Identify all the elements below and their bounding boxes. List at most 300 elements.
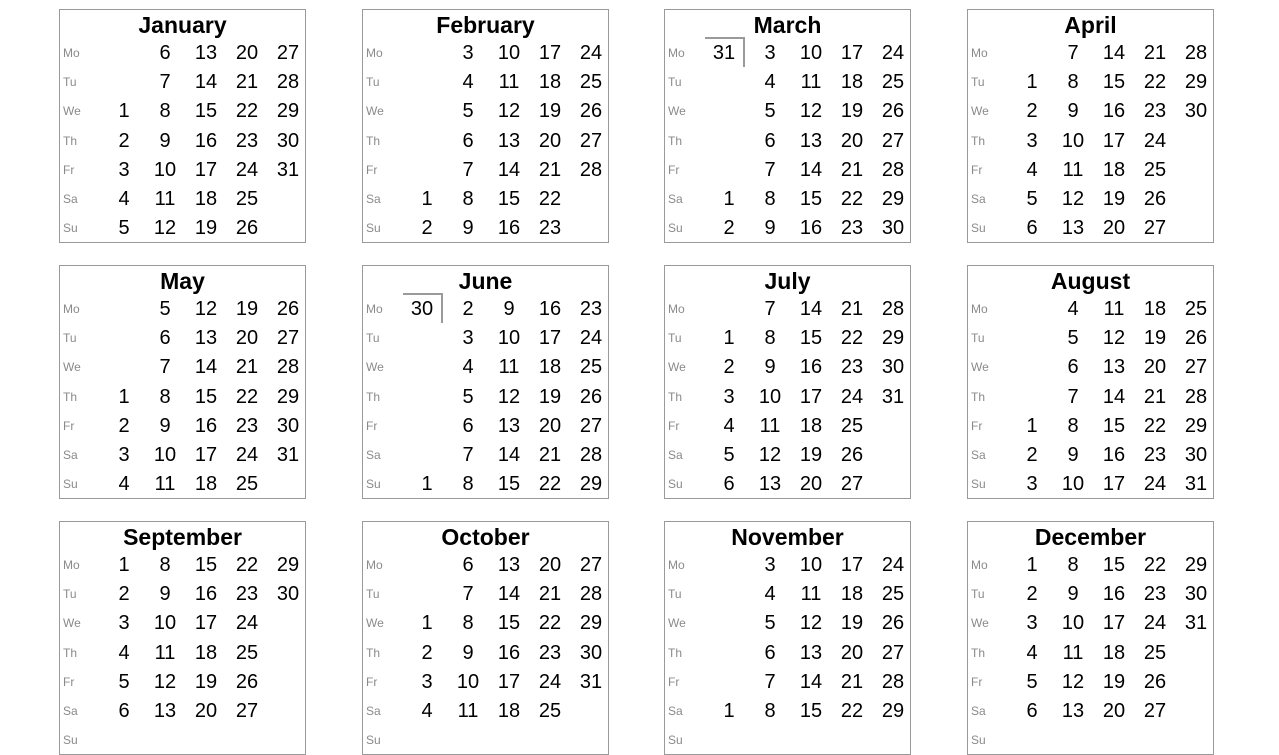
date-cell: 12	[497, 385, 521, 408]
date-cell: 15	[497, 612, 521, 635]
weekday-label: Fr	[63, 162, 75, 177]
date-cell: 9	[1067, 100, 1079, 123]
date-cell: 20	[799, 473, 823, 496]
date-cell: 31	[276, 158, 300, 181]
date-cell: 3	[462, 327, 474, 350]
date-cell: 8	[159, 385, 171, 408]
date-cell: 4	[1026, 158, 1038, 181]
date-cell: 8	[159, 554, 171, 576]
date-cell: 10	[497, 42, 521, 64]
date-cell: 13	[194, 42, 218, 64]
month-title: March	[753, 12, 822, 38]
weekday-label: We	[971, 360, 989, 375]
weekday-label: Sa	[366, 448, 381, 462]
date-cell: 11	[800, 71, 822, 94]
date-cell: 14	[799, 158, 823, 181]
date-cell: 22	[840, 188, 864, 210]
weekday-label: Su	[668, 733, 683, 748]
weekday-label: We	[668, 616, 686, 631]
date-cell: 30	[403, 293, 443, 323]
date-cell: 29	[1184, 554, 1208, 576]
month-title: June	[458, 268, 513, 294]
weekday-label: Su	[366, 477, 381, 492]
date-cell: 6	[764, 641, 776, 664]
weekday-label: Mo	[366, 302, 383, 316]
weekday-label: Th	[63, 133, 78, 148]
date-cell: 25	[881, 71, 905, 94]
date-cell: 26	[881, 100, 905, 123]
date-cell: 5	[1026, 670, 1038, 693]
date-cell: 9	[462, 641, 474, 664]
date-cell: 15	[194, 100, 218, 123]
date-cell: 29	[1184, 71, 1208, 94]
date-cell: 9	[159, 129, 171, 152]
date-cell: 1	[118, 554, 130, 576]
date-cell: 19	[194, 670, 218, 693]
date-cell: 19	[538, 100, 562, 123]
date-cell: 24	[235, 612, 259, 635]
weekday-label: Tu	[668, 75, 682, 90]
date-cell: 6	[462, 554, 474, 576]
date-cell: 8	[462, 188, 474, 210]
month-title: August	[1050, 268, 1131, 294]
date-cell: 31	[705, 37, 745, 67]
date-cell: 3	[462, 42, 474, 64]
date-cell: 17	[194, 444, 218, 466]
date-cell: 1	[118, 100, 130, 123]
month-january	[59, 9, 306, 243]
weekday-label: Tu	[366, 75, 380, 90]
date-cell: 13	[758, 473, 782, 496]
date-cell: 15	[799, 188, 823, 210]
date-cell: 15	[497, 188, 521, 210]
date-cell: 14	[497, 583, 521, 606]
date-cell: 27	[276, 42, 300, 64]
date-cell: 23	[840, 356, 864, 379]
date-cell: 21	[840, 298, 864, 320]
date-cell: 16	[1102, 583, 1126, 606]
date-cell: 8	[462, 612, 474, 635]
date-cell: 16	[194, 129, 218, 152]
date-cell: 6	[159, 327, 171, 350]
date-cell: 30	[1184, 583, 1208, 606]
date-cell: 21	[538, 583, 562, 606]
date-cell: 9	[503, 298, 515, 320]
date-cell: 3	[1026, 612, 1038, 635]
weekday-label: Sa	[668, 448, 683, 462]
date-cell: 6	[1026, 217, 1038, 240]
weekday-label: Su	[971, 221, 986, 236]
date-cell: 5	[118, 217, 130, 240]
date-cell: 13	[153, 700, 177, 722]
date-cell: 2	[723, 356, 735, 379]
date-cell: 25	[1184, 298, 1208, 320]
date-cell: 18	[799, 414, 823, 437]
date-cell: 31	[579, 670, 603, 693]
date-cell: 14	[194, 356, 218, 379]
date-cell: 25	[579, 71, 603, 94]
date-cell: 5	[1067, 327, 1079, 350]
date-cell: 5	[764, 612, 776, 635]
weekday-label: Su	[366, 733, 381, 748]
date-cell: 18	[538, 71, 562, 94]
date-cell: 25	[579, 356, 603, 379]
date-cell: 14	[497, 158, 521, 181]
date-cell: 24	[840, 385, 864, 408]
date-cell: 4	[118, 473, 130, 496]
date-cell: 27	[276, 327, 300, 350]
date-cell: 12	[497, 100, 521, 123]
date-cell: 25	[235, 188, 259, 210]
date-cell: 19	[235, 298, 259, 320]
date-cell: 3	[118, 612, 130, 635]
date-cell: 29	[276, 100, 300, 123]
date-cell: 10	[1061, 473, 1085, 496]
weekday-label: We	[63, 360, 81, 375]
date-cell: 12	[153, 670, 177, 693]
date-cell: 14	[497, 444, 521, 466]
date-cell: 9	[159, 414, 171, 437]
weekday-label: We	[366, 360, 384, 375]
weekday-label: Mo	[971, 558, 988, 572]
date-cell: 6	[1067, 356, 1079, 379]
date-cell: 17	[194, 612, 218, 635]
date-cell: 8	[159, 100, 171, 123]
date-cell: 26	[579, 100, 603, 123]
date-cell: 13	[497, 129, 521, 152]
date-cell: 15	[799, 700, 823, 722]
date-cell: 22	[235, 554, 259, 576]
date-cell: 29	[276, 554, 300, 576]
date-cell: 10	[1061, 612, 1085, 635]
date-cell: 18	[194, 641, 218, 664]
month-title: May	[160, 268, 205, 294]
date-cell: 3	[764, 554, 776, 576]
date-cell: 17	[1102, 612, 1126, 635]
date-cell: 24	[881, 42, 905, 64]
date-cell: 11	[154, 641, 176, 664]
date-cell: 28	[881, 158, 905, 181]
weekday-label: Fr	[366, 418, 378, 433]
weekday-label: Th	[668, 645, 683, 660]
date-cell: 23	[579, 298, 603, 320]
date-cell: 24	[235, 158, 259, 181]
date-cell: 16	[1102, 100, 1126, 123]
date-cell: 30	[881, 356, 905, 379]
date-cell: 3	[118, 158, 130, 181]
date-cell: 9	[764, 217, 776, 240]
date-cell: 14	[1102, 42, 1126, 64]
date-cell: 24	[538, 670, 562, 693]
weekday-label: We	[366, 616, 384, 631]
weekday-label: Su	[63, 733, 78, 748]
date-cell: 16	[194, 583, 218, 606]
date-cell: 24	[235, 444, 259, 466]
date-cell: 18	[840, 583, 864, 606]
date-cell: 2	[1026, 100, 1038, 123]
weekday-label: Sa	[63, 192, 78, 206]
date-cell: 11	[498, 356, 520, 379]
date-cell: 17	[497, 670, 521, 693]
date-cell: 19	[840, 612, 864, 635]
date-cell: 4	[462, 71, 474, 94]
date-cell: 4	[462, 356, 474, 379]
weekday-label: Mo	[366, 558, 383, 572]
weekday-label: Tu	[366, 587, 380, 602]
date-cell: 12	[799, 100, 823, 123]
date-cell: 6	[1026, 700, 1038, 722]
date-cell: 28	[579, 583, 603, 606]
weekday-label: Fr	[971, 674, 983, 689]
weekday-label: Tu	[366, 331, 380, 346]
month-march	[664, 9, 911, 243]
date-cell: 21	[235, 356, 259, 379]
weekday-label: Fr	[668, 674, 680, 689]
date-cell: 17	[840, 42, 864, 64]
date-cell: 11	[1062, 158, 1084, 181]
weekday-label: Sa	[668, 192, 683, 206]
date-cell: 20	[840, 129, 864, 152]
date-cell: 28	[276, 356, 300, 379]
date-cell: 15	[1102, 554, 1126, 576]
date-cell: 21	[840, 158, 864, 181]
date-cell: 10	[153, 158, 177, 181]
date-cell: 9	[462, 217, 474, 240]
date-cell: 5	[764, 100, 776, 123]
date-cell: 14	[799, 670, 823, 693]
date-cell: 2	[421, 641, 433, 664]
date-cell: 20	[538, 129, 562, 152]
date-cell: 28	[1184, 385, 1208, 408]
date-cell: 22	[235, 100, 259, 123]
weekday-label: Tu	[63, 75, 77, 90]
date-cell: 25	[840, 414, 864, 437]
date-cell: 27	[881, 129, 905, 152]
date-cell: 24	[579, 42, 603, 64]
date-cell: 16	[497, 217, 521, 240]
date-cell: 8	[462, 473, 474, 496]
weekday-label: Su	[366, 221, 381, 236]
date-cell: 5	[462, 100, 474, 123]
weekday-label: Th	[366, 133, 381, 148]
date-cell: 26	[1143, 670, 1167, 693]
date-cell: 23	[840, 217, 864, 240]
date-cell: 28	[881, 670, 905, 693]
date-cell: 29	[276, 385, 300, 408]
date-cell: 21	[840, 670, 864, 693]
date-cell: 5	[118, 670, 130, 693]
weekday-label: Tu	[971, 587, 985, 602]
weekday-label: Su	[971, 733, 986, 748]
date-cell: 30	[276, 129, 300, 152]
date-cell: 21	[538, 444, 562, 466]
date-cell: 12	[799, 612, 823, 635]
date-cell: 29	[579, 612, 603, 635]
date-cell: 30	[276, 414, 300, 437]
date-cell: 17	[194, 158, 218, 181]
weekday-label: Th	[971, 389, 986, 404]
date-cell: 21	[235, 71, 259, 94]
date-cell: 17	[799, 385, 823, 408]
weekday-label: Fr	[668, 418, 680, 433]
date-cell: 4	[723, 414, 735, 437]
date-cell: 7	[159, 71, 171, 94]
date-cell: 14	[1102, 385, 1126, 408]
date-cell: 30	[1184, 100, 1208, 123]
date-cell: 11	[759, 414, 781, 437]
weekday-label: Su	[63, 477, 78, 492]
weekday-label: Tu	[63, 587, 77, 602]
date-cell: 24	[579, 327, 603, 350]
date-cell: 3	[421, 670, 433, 693]
date-cell: 12	[194, 298, 218, 320]
date-cell: 5	[159, 298, 171, 320]
date-cell: 22	[840, 327, 864, 350]
date-cell: 2	[723, 217, 735, 240]
date-cell: 4	[118, 188, 130, 210]
date-cell: 19	[799, 444, 823, 466]
date-cell: 18	[538, 356, 562, 379]
date-cell: 23	[538, 217, 562, 240]
date-cell: 15	[799, 327, 823, 350]
date-cell: 12	[758, 444, 782, 466]
date-cell: 31	[1184, 473, 1208, 496]
date-cell: 13	[799, 641, 823, 664]
date-cell: 26	[579, 385, 603, 408]
date-cell: 13	[194, 327, 218, 350]
weekday-label: Mo	[63, 302, 80, 316]
month-july	[664, 265, 911, 499]
date-cell: 22	[538, 473, 562, 496]
date-cell: 10	[1061, 129, 1085, 152]
date-cell: 1	[118, 385, 130, 408]
month-title: October	[441, 524, 530, 550]
weekday-label: Th	[63, 645, 78, 660]
date-cell: 13	[497, 414, 521, 437]
month-title: July	[764, 268, 811, 294]
date-cell: 29	[1184, 414, 1208, 437]
weekday-label: Fr	[63, 418, 75, 433]
date-cell: 20	[235, 42, 259, 64]
date-cell: 8	[764, 188, 776, 210]
date-cell: 7	[764, 298, 776, 320]
weekday-label: Th	[366, 645, 381, 660]
weekday-label: Th	[63, 389, 78, 404]
date-cell: 28	[579, 444, 603, 466]
date-cell: 22	[1143, 554, 1167, 576]
date-cell: 20	[538, 554, 562, 576]
date-cell: 22	[840, 700, 864, 722]
date-cell: 14	[194, 71, 218, 94]
date-cell: 11	[457, 700, 479, 722]
date-cell: 1	[723, 700, 735, 722]
date-cell: 8	[1067, 554, 1079, 576]
weekday-label: We	[668, 104, 686, 119]
date-cell: 1	[421, 612, 433, 635]
date-cell: 29	[881, 700, 905, 722]
date-cell: 18	[194, 188, 218, 210]
month-title: February	[436, 12, 535, 38]
date-cell: 18	[840, 71, 864, 94]
date-cell: 23	[235, 583, 259, 606]
date-cell: 9	[1067, 444, 1079, 466]
weekday-label: Tu	[63, 331, 77, 346]
date-cell: 24	[881, 554, 905, 576]
weekday-label: We	[668, 360, 686, 375]
weekday-label: Fr	[971, 418, 983, 433]
date-cell: 25	[1143, 641, 1167, 664]
date-cell: 16	[799, 217, 823, 240]
date-cell: 17	[538, 327, 562, 350]
date-cell: 6	[118, 700, 130, 722]
weekday-label: Mo	[668, 302, 685, 316]
date-cell: 26	[840, 444, 864, 466]
date-cell: 10	[497, 327, 521, 350]
date-cell: 13	[1061, 700, 1085, 722]
date-cell: 28	[1184, 42, 1208, 64]
date-cell: 22	[1143, 71, 1167, 94]
weekday-label: Mo	[366, 46, 383, 60]
date-cell: 29	[881, 188, 905, 210]
date-cell: 8	[1067, 71, 1079, 94]
date-cell: 26	[1184, 327, 1208, 350]
date-cell: 4	[421, 700, 433, 722]
date-cell: 30	[881, 217, 905, 240]
date-cell: 19	[538, 385, 562, 408]
date-cell: 30	[276, 583, 300, 606]
weekday-label: We	[971, 616, 989, 631]
date-cell: 27	[1143, 700, 1167, 722]
date-cell: 1	[421, 188, 433, 210]
date-cell: 14	[799, 298, 823, 320]
date-cell: 22	[1143, 414, 1167, 437]
weekday-label: Sa	[366, 704, 381, 718]
month-title: September	[123, 524, 242, 550]
date-cell: 7	[159, 356, 171, 379]
weekday-label: Sa	[63, 448, 78, 462]
date-cell: 12	[1061, 670, 1085, 693]
date-cell: 10	[456, 670, 480, 693]
date-cell: 6	[462, 129, 474, 152]
weekday-label: Mo	[971, 46, 988, 60]
date-cell: 16	[194, 414, 218, 437]
weekday-label: We	[366, 104, 384, 119]
date-cell: 17	[538, 42, 562, 64]
date-cell: 12	[153, 217, 177, 240]
date-cell: 27	[235, 700, 259, 722]
weekday-label: Fr	[668, 162, 680, 177]
date-cell: 18	[1143, 298, 1167, 320]
date-cell: 31	[276, 444, 300, 466]
date-cell: 16	[1102, 444, 1126, 466]
date-cell: 30	[1184, 444, 1208, 466]
date-cell: 21	[1143, 385, 1167, 408]
date-cell: 4	[118, 641, 130, 664]
date-cell: 16	[497, 641, 521, 664]
date-cell: 1	[421, 473, 433, 496]
date-cell: 6	[723, 473, 735, 496]
date-cell: 21	[538, 158, 562, 181]
date-cell: 19	[840, 100, 864, 123]
date-cell: 6	[764, 129, 776, 152]
date-cell: 2	[421, 217, 433, 240]
date-cell: 26	[881, 612, 905, 635]
date-cell: 24	[1143, 612, 1167, 635]
date-cell: 15	[1102, 71, 1126, 94]
weekday-label: Sa	[668, 704, 683, 718]
date-cell: 26	[276, 298, 300, 320]
date-cell: 11	[154, 188, 176, 210]
